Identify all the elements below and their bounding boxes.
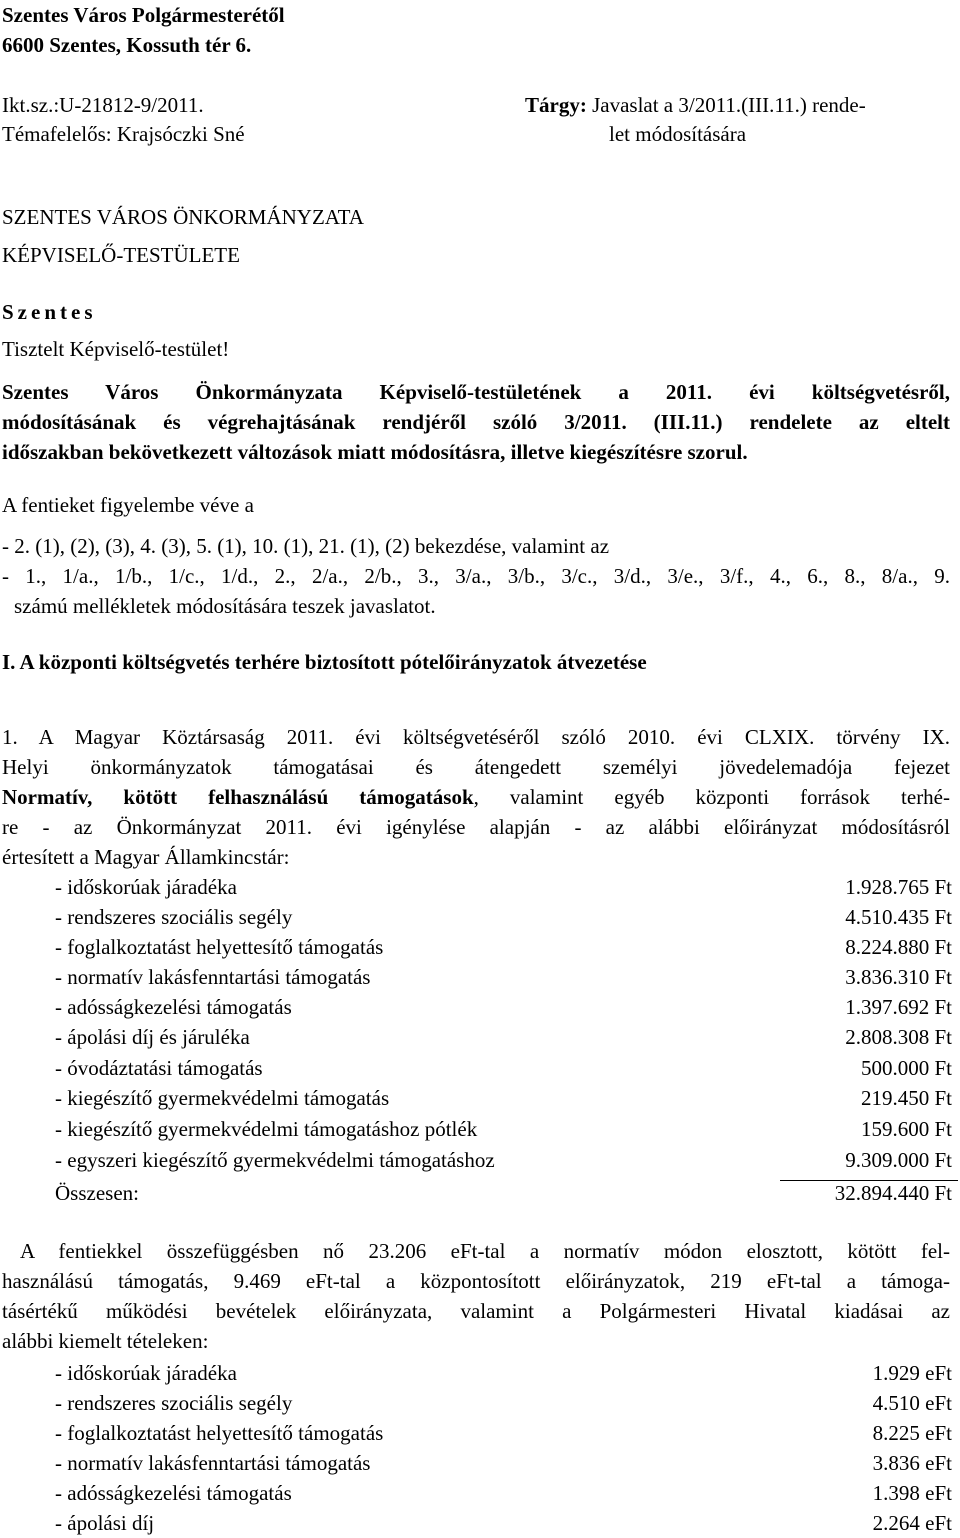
- table-row-label: - kiegészítő gyermekvédelmi támogatás: [55, 1086, 390, 1110]
- table-row-amount: 8.224.880 Ft: [845, 935, 952, 959]
- table-row-label: - adósságkezelési támogatás: [55, 1481, 292, 1505]
- table-row-label: - normatív lakásfenntartási támogatás: [55, 1451, 371, 1475]
- addressee-line-2: KÉPVISELŐ-TESTÜLETE: [2, 243, 240, 267]
- table-row-amount: 2.264 eFt: [872, 1511, 952, 1535]
- table-row-amount: 2.808.308 Ft: [845, 1025, 952, 1049]
- table-total-amount: 32.894.440 Ft: [834, 1181, 952, 1205]
- table-row-label: - ápolási díj: [55, 1511, 155, 1535]
- table-row-label: - ápolási díj és járuléka: [55, 1025, 250, 1049]
- proposal-line-1: A fentieket figyelembe véve a: [2, 493, 254, 517]
- table-row-amount: 3.836.310 Ft: [845, 965, 952, 989]
- proposal-line-4: számú mellékletek módosítására teszek javaslatot.: [14, 594, 436, 618]
- para2-line-3: tásértékű működési bevételek előirányzata, valamint a Polgármesteri Hivatal kiadásai az: [2, 1299, 950, 1323]
- para1-line-4: re - az Önkormányzat 2011. évi igénylése alapján - az alábbi előirányzat módosításról: [2, 815, 950, 839]
- table-row-amount: 1.397.692 Ft: [845, 995, 952, 1019]
- para1-line-2: Helyi önkormányzatok támogatásai és átengedett személyi jövedelemadója fejezet: [2, 755, 950, 779]
- para1-bold-phrase: Normatív, kötött felhasználású támogatások: [2, 785, 474, 809]
- sender-line-2: 6600 Szentes, Kossuth tér 6.: [2, 33, 252, 57]
- table-row: [55, 932, 952, 962]
- table-row-amount: 1.398 eFt: [872, 1481, 952, 1505]
- salutation: Tisztelt Képviselő-testület!: [2, 337, 230, 361]
- table-total-row: [55, 1178, 952, 1208]
- addressee-line-1: SZENTES VÁROS ÖNKORMÁNYZATA: [2, 205, 364, 229]
- table-row-label: - normatív lakásfenntartási támogatás: [55, 965, 371, 989]
- table-total-label: Összesen:: [55, 1181, 139, 1205]
- table-row: [55, 872, 952, 902]
- table-row-label: - foglalkoztatást helyettesítő támogatás: [55, 1421, 384, 1445]
- table-row-label: - egyszeri kiegészítő gyermekvédelmi támogatáshoz: [55, 1148, 495, 1172]
- para1-line-5: értesített a Magyar Államkincstár:: [2, 845, 290, 869]
- proposal-line-2: - 2. (1), (2), (3), 4. (3), 5. (1), 10. (1), 21. (1), (2) bekezdése, valamint az: [2, 534, 610, 558]
- table-row-label: - foglalkoztatást helyettesítő támogatás: [55, 935, 384, 959]
- para2-line-4: alábbi kiemelt tételeken:: [2, 1329, 209, 1353]
- intro-line-2: módosításának és végrehajtásának rendjéről szóló 3/2011. (III.11.) rendelete az eltelt: [2, 410, 950, 434]
- table-row-amount: 1.929 eFt: [872, 1361, 952, 1385]
- table-row: [55, 1478, 952, 1508]
- table-row-amount: 9.309.000 Ft: [845, 1148, 952, 1172]
- table-row: [55, 1448, 952, 1478]
- responsible-person: Témafelelős: Krajsóczki Sné: [2, 122, 245, 146]
- para1-line-3: [2, 782, 950, 812]
- table-row: [55, 962, 952, 992]
- table-row: [55, 1145, 952, 1175]
- para1-line-3-rest: , valamint egyéb központi források terhé-: [473, 785, 950, 809]
- table-row-amount: 4.510.435 Ft: [845, 905, 952, 929]
- table-row-label: - adósságkezelési támogatás: [55, 995, 292, 1019]
- table-row: [55, 1508, 952, 1538]
- para2-line-2: használású támogatás, 9.469 eFt-tal a központosított előirányzatok, 219 eFt-tal a támoga-: [2, 1269, 950, 1293]
- table-row-amount: 500.000 Ft: [860, 1056, 952, 1080]
- table-row-amount: 219.450 Ft: [860, 1086, 952, 1110]
- table-row: [55, 1083, 952, 1113]
- table-row: [55, 1358, 952, 1388]
- table-row-label: - időskorúak járadéka: [55, 875, 237, 899]
- table-row-amount: 1.928.765 Ft: [845, 875, 952, 899]
- subject-label: Tárgy:: [525, 93, 587, 117]
- table-row-label: - rendszeres szociális segély: [55, 1391, 293, 1415]
- section-heading: I. A központi költségvetés terhére biztosított pótelőirányzatok átvezetése: [2, 650, 647, 674]
- table-row-label: - kiegészítő gyermekvédelmi támogatáshoz pótlék: [55, 1117, 478, 1141]
- table-row-amount: 3.836 eFt: [872, 1451, 952, 1475]
- table-row: [55, 1114, 952, 1144]
- table-row: [55, 1053, 952, 1083]
- table-row: [55, 992, 952, 1022]
- table-row-amount: 159.600 Ft: [860, 1117, 952, 1141]
- intro-line-1: Szentes Város Önkormányzata Képviselő-testületének a 2011. évi költségvetésről,: [2, 380, 950, 404]
- sender-line-1: Szentes Város Polgármesterétől: [2, 3, 285, 27]
- subject-line-2: let módosítására: [609, 122, 747, 146]
- table-row-amount: 8.225 eFt: [872, 1421, 952, 1445]
- reference-number: Ikt.sz.:U-21812-9/2011.: [2, 93, 204, 117]
- subject-text: Javaslat a 3/2011.(III.11.) rende-: [592, 93, 866, 117]
- table-row-label: - rendszeres szociális segély: [55, 905, 293, 929]
- para2-line-1: A fentiekkel összefüggésben nő 23.206 eFt-tal a normatív módon elosztott, kötött fel-: [20, 1239, 950, 1263]
- para1-line-1: 1. A Magyar Köztársaság 2011. évi költségvetéséről szóló 2010. évi CLXIX. törvény IX.: [2, 725, 950, 749]
- table-row: [55, 1022, 952, 1052]
- addressee-city: Szentes: [2, 300, 97, 324]
- intro-line-3: időszakban bekövetkezett változások miatt módosításra, illetve kiegészítésre szorul.: [2, 440, 748, 464]
- proposal-line-3: - 1., 1/a., 1/b., 1/c., 1/d., 2., 2/a., 2/b., 3., 3/a., 3/b., 3/c., 3/d., 3/e., 3/f., 4., 6., 8., 8/a., 9.: [2, 564, 950, 588]
- table-row: [55, 1388, 952, 1418]
- table-row: [55, 902, 952, 932]
- table-row-label: - óvodáztatási támogatás: [55, 1056, 263, 1080]
- table-row-amount: 4.510 eFt: [872, 1391, 952, 1415]
- subject-line-1: [525, 90, 866, 120]
- table-row-label: - időskorúak járadéka: [55, 1361, 237, 1385]
- table-row: [55, 1418, 952, 1448]
